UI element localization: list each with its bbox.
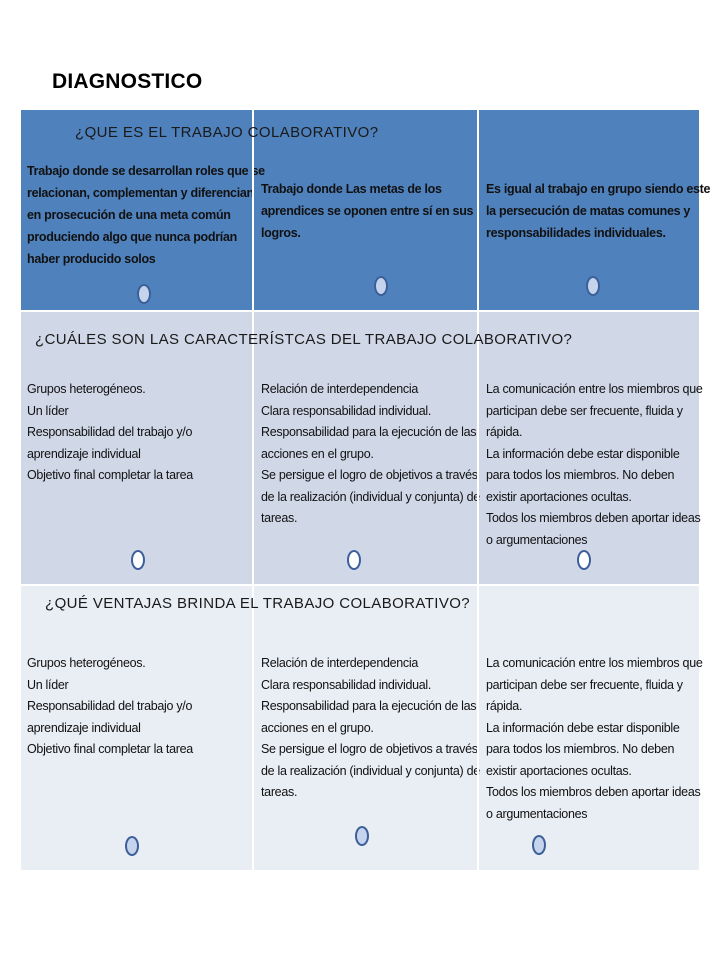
answer-text [27, 379, 247, 487]
text-line: existir aportaciones ocultas. [486, 489, 632, 504]
text-line: Es igual al trabajo en grupo siendo este [486, 182, 711, 196]
text-line: produciendo algo que nunca podrían [27, 230, 237, 244]
text-line: La información debe estar disponible [486, 446, 680, 461]
text-line: para todos los miembros. No deben [486, 468, 675, 482]
answer-cell [21, 312, 252, 584]
text-line: Relación de interdependencia [261, 382, 418, 396]
text-line: aprendizaje individual [27, 720, 141, 735]
answer-text [486, 379, 703, 551]
text-line: Trabajo donde se desarrollan roles que se [27, 164, 265, 178]
text-line: tareas. [261, 511, 298, 525]
text-line: Clara responsabilidad individual. [261, 677, 432, 692]
answer-cell [252, 312, 480, 584]
text-line: en prosecución de una meta común [27, 208, 231, 222]
diagnostic-table [21, 110, 711, 870]
text-line: Clara responsabilidad individual. [261, 403, 432, 418]
answer-text [486, 653, 703, 825]
text-line: de la realización (individual y conjunta) de [261, 763, 480, 778]
text-line: Objetivo final completar la tarea [27, 468, 193, 482]
radio-option[interactable] [586, 276, 600, 296]
text-line: participan debe ser frecuente, fluida y [486, 677, 683, 692]
radio-option[interactable] [131, 550, 145, 570]
page-title: DIAGNOSTICO [52, 70, 203, 93]
answer-cell [21, 586, 252, 870]
text-line: o argumentaciones [486, 532, 588, 547]
text-line: para todos los miembros. No deben [486, 742, 675, 756]
text-line: acciones en el grupo. [261, 446, 374, 461]
text-line: La información debe estar disponible [486, 720, 680, 735]
answer-text [486, 178, 711, 244]
answer-text [27, 160, 265, 270]
text-line: Todos los miembros deben aportar ideas [486, 511, 701, 525]
answer-text [261, 178, 474, 244]
text-line: haber producido solos [27, 252, 156, 266]
table-row [21, 312, 703, 584]
text-line: Se persigue el logro de objetivos a través [261, 468, 478, 482]
answer-text [27, 653, 247, 761]
text-line: Se persigue el logro de objetivos a través [261, 742, 478, 756]
text-line: participan debe ser frecuente, fluida y [486, 403, 683, 418]
question-2: ¿CUÁLES SON LAS CARACTERÍSTCAS DEL TRABAJO COLABORATIVO? [35, 331, 573, 348]
radio-option[interactable] [355, 826, 369, 846]
text-line: aprendizaje individual [27, 446, 141, 461]
question-3: ¿QUÉ VENTAJAS BRINDA EL TRABAJO COLABORATIVO? [45, 595, 471, 612]
answer-cell [477, 312, 703, 584]
text-line: responsabilidades individuales. [486, 226, 666, 240]
text-line: Todos los miembros deben aportar ideas [486, 785, 701, 799]
text-line: relacionan, complementan y diferencian [27, 186, 254, 200]
radio-option[interactable] [374, 276, 388, 296]
text-line: la persecución de matas comunes y [486, 204, 691, 218]
text-line: Relación de interdependencia [261, 656, 418, 670]
text-line: rápida. [486, 699, 523, 713]
text-line: tareas. [261, 785, 298, 799]
text-line: Responsabilidad del trabajo y/o [27, 425, 193, 439]
text-line: Responsabilidad para la ejecución de las [261, 699, 477, 713]
text-line: acciones en el grupo. [261, 720, 374, 735]
answer-text [261, 653, 480, 804]
text-line: La comunicación entre los miembros que [486, 656, 703, 670]
text-line: logros. [261, 226, 301, 240]
radio-option[interactable] [347, 550, 361, 570]
radio-option[interactable] [125, 836, 139, 856]
radio-option[interactable] [137, 284, 151, 304]
text-line: existir aportaciones ocultas. [486, 763, 632, 778]
answer-cell [477, 110, 711, 310]
answer-text [261, 379, 480, 530]
text-line: o argumentaciones [486, 806, 588, 821]
radio-option[interactable] [577, 550, 591, 570]
text-line: Trabajo donde Las metas de los [261, 182, 442, 196]
text-line: Responsabilidad para la ejecución de las [261, 425, 477, 439]
radio-option[interactable] [532, 835, 546, 855]
answer-cell [252, 586, 480, 870]
text-line: de la realización (individual y conjunta) de [261, 489, 480, 504]
text-line: Grupos heterogéneos. [27, 382, 146, 396]
question-1: ¿QUE ES EL TRABAJO COLABORATIVO? [75, 124, 379, 141]
text-line: Un líder [27, 403, 69, 418]
text-line: Grupos heterogéneos. [27, 656, 146, 670]
text-line: Responsabilidad del trabajo y/o [27, 699, 193, 713]
text-line: rápida. [486, 425, 523, 439]
text-line: aprendices se oponen entre sí en sus [261, 204, 474, 218]
text-line: La comunicación entre los miembros que [486, 382, 703, 396]
answer-cell [477, 586, 703, 870]
text-line: Un líder [27, 677, 69, 692]
text-line: Objetivo final completar la tarea [27, 742, 193, 756]
table-row [21, 586, 703, 870]
